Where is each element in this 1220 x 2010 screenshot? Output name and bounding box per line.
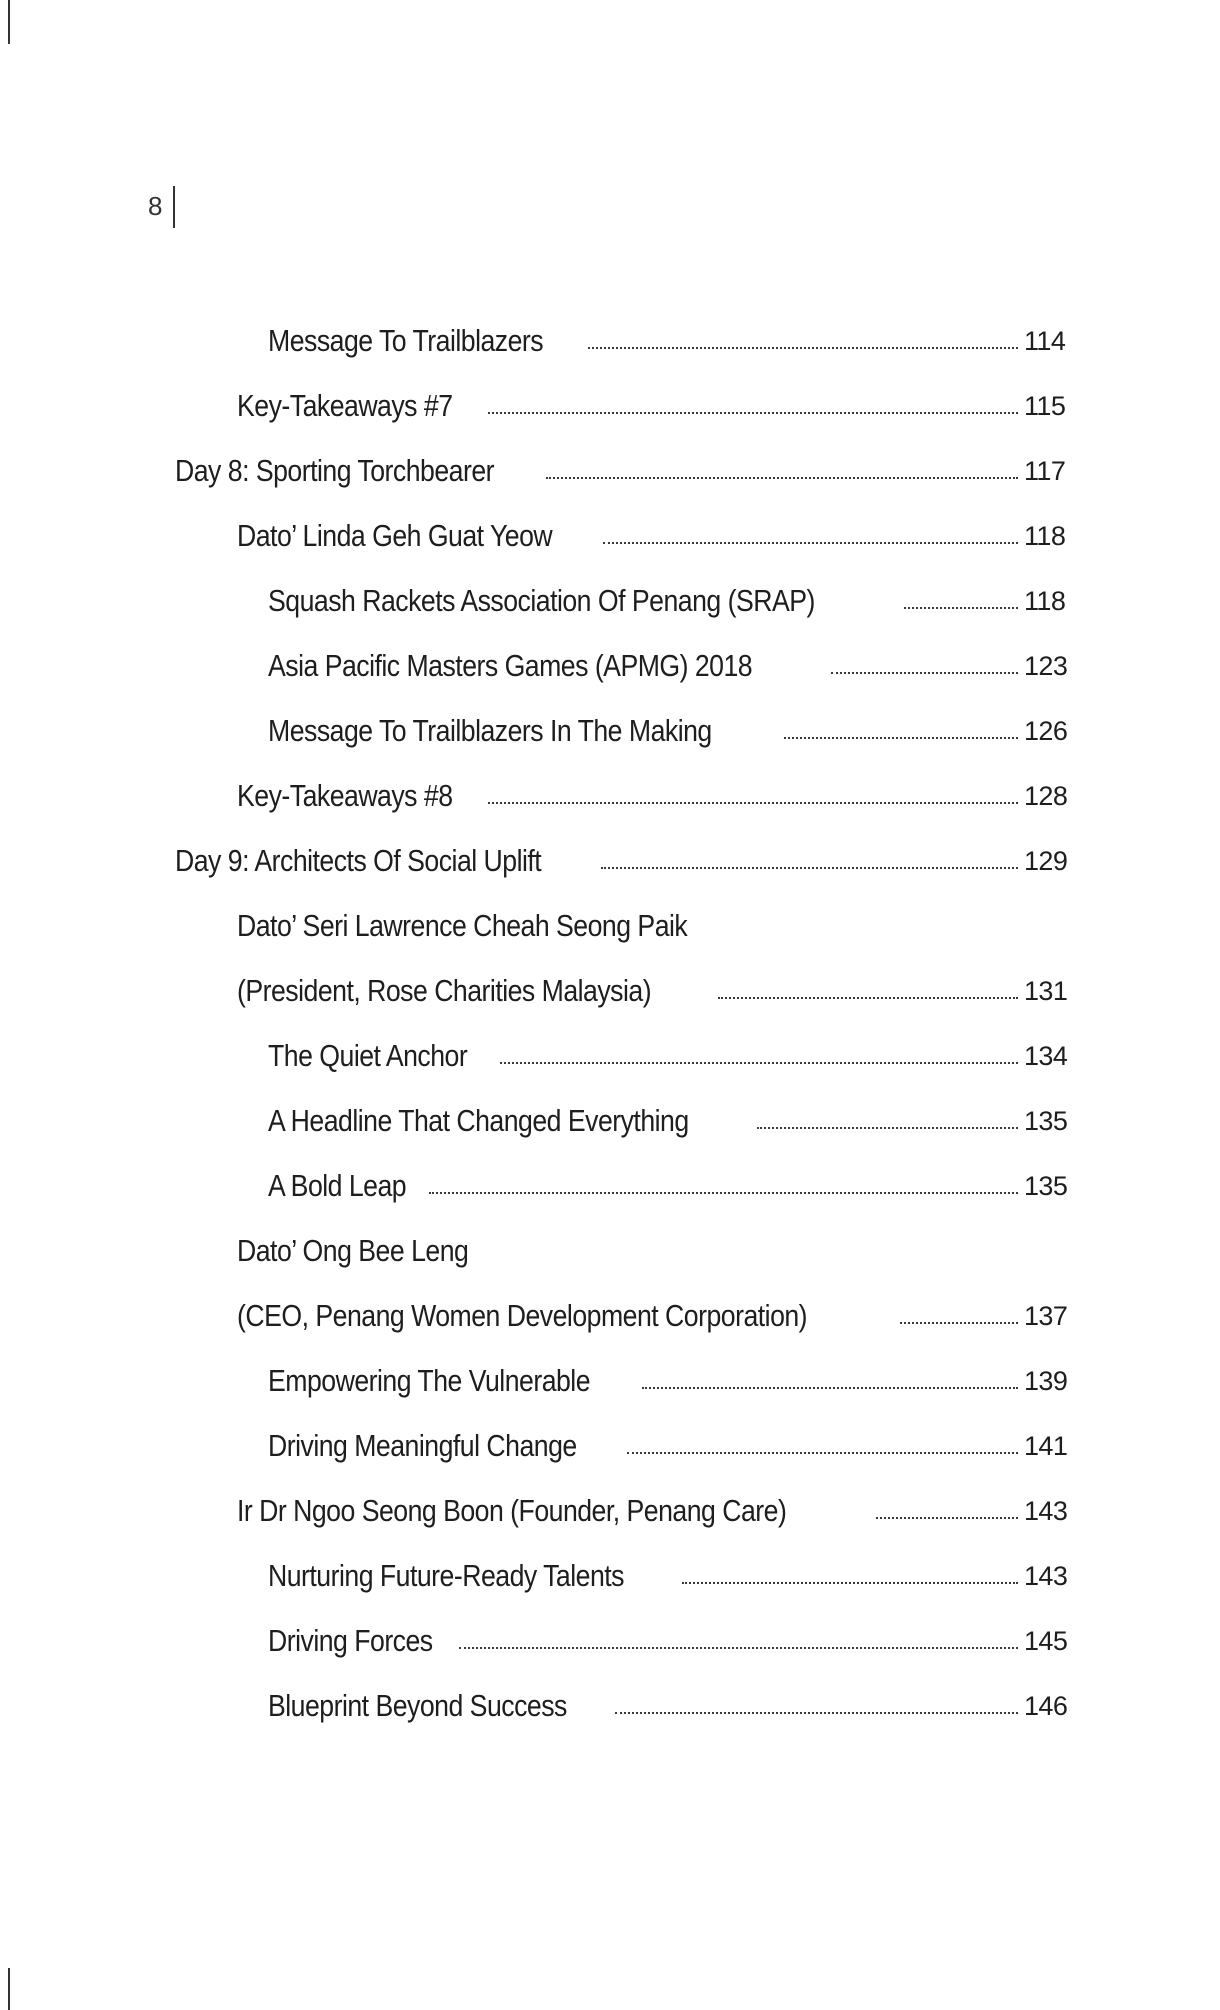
- toc-entry[interactable]: [0, 1277, 1220, 1342]
- toc-entry[interactable]: [0, 1667, 1220, 1732]
- toc-entry-page-number: 146: [1024, 1691, 1068, 1721]
- toc-dot-leader: [601, 867, 1018, 869]
- toc-entry[interactable]: [0, 302, 1220, 367]
- toc-entry[interactable]: [0, 1407, 1220, 1472]
- toc-entry-title: Driving Forces: [268, 1623, 433, 1658]
- toc-entry-page-number: 141: [1024, 1431, 1068, 1461]
- toc-dot-leader: [757, 1127, 1018, 1129]
- toc-entry[interactable]: [0, 887, 1220, 952]
- toc-entry[interactable]: [0, 562, 1220, 627]
- toc-dot-leader: [627, 1452, 1018, 1454]
- toc-entry-page-number: 129: [1024, 846, 1068, 876]
- toc-entry-page-number: 126: [1024, 716, 1068, 746]
- toc-entry-title: Key-Takeaways #8: [237, 778, 453, 813]
- toc-entry[interactable]: [0, 952, 1220, 1017]
- crop-mark-bottom: [8, 1968, 10, 2010]
- toc-entry-title: Blueprint Beyond Success: [268, 1688, 567, 1723]
- toc-entry-title: A Headline That Changed Everything: [268, 1103, 689, 1138]
- page-number-divider: [173, 186, 175, 228]
- toc-entry-page-number: 131: [1024, 976, 1068, 1006]
- toc-entry-page-number: 143: [1024, 1561, 1068, 1591]
- toc-entry[interactable]: [0, 1212, 1220, 1277]
- toc-entry-page-number: 123: [1024, 651, 1068, 681]
- toc-entry[interactable]: [0, 432, 1220, 497]
- toc-entry-title: (President, Rose Charities Malaysia): [237, 973, 652, 1008]
- toc-entry-title: Asia Pacific Masters Games (APMG) 2018: [268, 648, 753, 683]
- toc-entry[interactable]: [0, 1147, 1220, 1212]
- toc-entry[interactable]: [0, 1602, 1220, 1667]
- table-of-contents: [0, 302, 1220, 1732]
- toc-entry-title: Squash Rackets Association Of Penang (SRAP): [268, 583, 815, 618]
- toc-entry-page-number: 115: [1024, 391, 1066, 421]
- toc-entry-title: Day 9: Architects Of Social Uplift: [175, 843, 542, 878]
- toc-entry-page-number: 145: [1024, 1626, 1068, 1656]
- toc-entry-title: Dato’ Seri Lawrence Cheah Seong Paik: [237, 908, 688, 943]
- crop-mark-top: [8, 0, 10, 44]
- toc-dot-leader: [718, 997, 1018, 999]
- toc-entry-title: Message To Trailblazers: [268, 323, 544, 358]
- toc-entry-title: Dato’ Linda Geh Guat Yeow: [237, 518, 553, 553]
- toc-dot-leader: [488, 802, 1018, 804]
- toc-dot-leader: [876, 1517, 1018, 1519]
- toc-entry[interactable]: [0, 1342, 1220, 1407]
- toc-entry[interactable]: [0, 627, 1220, 692]
- toc-dot-leader: [615, 1712, 1018, 1714]
- toc-dot-leader: [904, 607, 1018, 609]
- toc-dot-leader: [429, 1192, 1018, 1194]
- toc-entry-page-number: 118: [1024, 586, 1066, 616]
- toc-entry-page-number: 118: [1024, 521, 1066, 551]
- toc-entry[interactable]: [0, 822, 1220, 887]
- toc-dot-leader: [784, 737, 1018, 739]
- toc-entry-page-number: 114: [1024, 326, 1066, 356]
- toc-entry-page-number: 135: [1024, 1106, 1068, 1136]
- toc-dot-leader: [488, 412, 1018, 414]
- toc-entry[interactable]: [0, 1082, 1220, 1147]
- toc-entry-page-number: 137: [1024, 1301, 1068, 1331]
- toc-entry-title: Ir Dr Ngoo Seong Boon (Founder, Penang Care): [237, 1493, 787, 1528]
- toc-dot-leader: [603, 542, 1018, 544]
- toc-dot-leader: [500, 1062, 1018, 1064]
- toc-dot-leader: [682, 1582, 1018, 1584]
- toc-dot-leader: [900, 1322, 1018, 1324]
- toc-entry[interactable]: [0, 757, 1220, 822]
- toc-entry[interactable]: [0, 497, 1220, 562]
- toc-entry-title: Driving Meaningful Change: [268, 1428, 577, 1463]
- toc-dot-leader: [831, 672, 1018, 674]
- toc-entry-page-number: 117: [1024, 456, 1066, 486]
- toc-entry-page-number: 134: [1024, 1041, 1068, 1071]
- toc-entry-title: (CEO, Penang Women Development Corporation): [237, 1298, 808, 1333]
- toc-dot-leader: [588, 347, 1018, 349]
- page-number: 8: [148, 191, 163, 221]
- toc-entry-page-number: 143: [1024, 1496, 1068, 1526]
- toc-entry[interactable]: [0, 1472, 1220, 1537]
- toc-entry-title: Day 8: Sporting Torchbearer: [175, 453, 495, 488]
- toc-dot-leader: [546, 477, 1018, 479]
- toc-entry-title: Nurturing Future-Ready Talents: [268, 1558, 624, 1593]
- toc-entry-title: Empowering The Vulnerable: [268, 1363, 591, 1398]
- toc-entry-title: Key-Takeaways #7: [237, 388, 453, 423]
- toc-entry-title: Message To Trailblazers In The Making: [268, 713, 712, 748]
- toc-entry[interactable]: [0, 1017, 1220, 1082]
- toc-entry[interactable]: [0, 367, 1220, 432]
- toc-dot-leader: [642, 1387, 1018, 1389]
- toc-dot-leader: [459, 1647, 1018, 1649]
- toc-entry-title: A Bold Leap: [268, 1168, 407, 1203]
- toc-entry-page-number: 139: [1024, 1366, 1068, 1396]
- toc-entry[interactable]: [0, 1537, 1220, 1602]
- toc-entry[interactable]: [0, 692, 1220, 757]
- toc-entry-title: The Quiet Anchor: [268, 1038, 468, 1073]
- toc-entry-page-number: 128: [1024, 781, 1068, 811]
- toc-entry-page-number: 135: [1024, 1171, 1068, 1201]
- toc-entry-title: Dato’ Ong Bee Leng: [237, 1233, 469, 1268]
